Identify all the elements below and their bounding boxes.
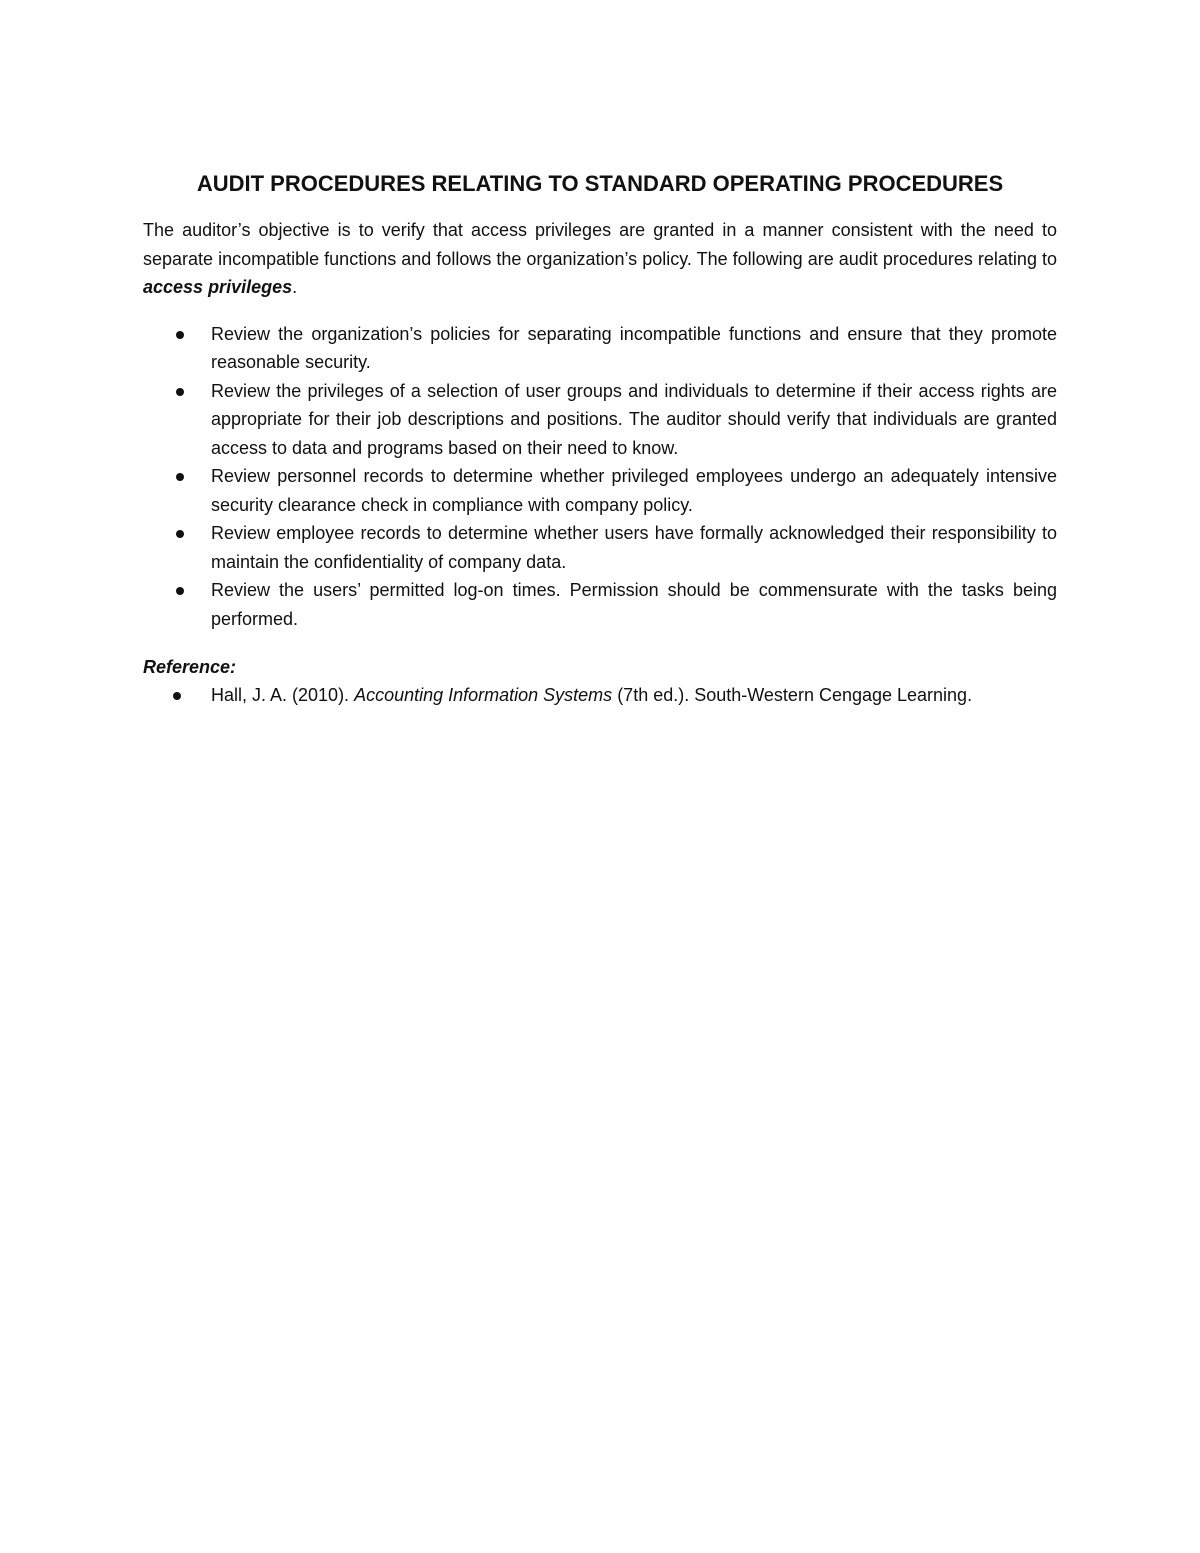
document-title: AUDIT PROCEDURES RELATING TO STANDARD OPERATING PROCEDURES xyxy=(196,171,1004,196)
document-page xyxy=(143,168,1057,709)
intro-paragraph xyxy=(143,216,1057,302)
intro-emphasis: access privileges xyxy=(143,277,293,297)
reference-heading: Reference: xyxy=(143,657,237,677)
bullet-icon xyxy=(176,388,184,396)
list-item xyxy=(143,519,1057,576)
reference-rest: (7th ed.). South-Western Cengage Learning. xyxy=(612,685,973,705)
list-item-text: Review the privileges of a selection of user groups and individuals to determine if their access rights are appropriate for their job descriptions and positions. The auditor should verify that individuals are granted access to data and programs based on their need to know. xyxy=(211,380,1057,458)
list-item-text: Review the users’ permitted log-on times. Permission should be commensurate with the tasks being performed. xyxy=(211,580,1057,629)
bullet-icon xyxy=(176,530,184,538)
bullet-icon xyxy=(176,473,184,481)
list-item xyxy=(143,320,1057,377)
list-item-text: Review personnel records to determine whether privileged employees undergo an adequately intensive security clearance check in compliance with company policy. xyxy=(211,466,1057,515)
list-item-text: Review employee records to determine whether users have formally acknowledged their responsibility to maintain the confidentiality of company data. xyxy=(211,523,1057,572)
reference-book-title: Accounting Information Systems xyxy=(354,685,613,705)
procedure-list xyxy=(143,320,1057,634)
list-item xyxy=(143,576,1057,633)
list-item xyxy=(143,462,1057,519)
list-item xyxy=(143,377,1057,463)
intro-end: . xyxy=(292,277,298,297)
reference-item xyxy=(143,681,1057,709)
reference-list xyxy=(143,681,1057,709)
bullet-icon xyxy=(176,587,184,595)
reference-author-year: Hall, J. A. (2010). xyxy=(211,685,355,705)
intro-text: The auditor’s objective is to verify that access privileges are granted in a manner consistent with the need to separate incompatible functions and follows the organization’s policy. The following are audit procedures relating to xyxy=(143,220,1057,269)
list-item-text: Review the organization’s policies for separating incompatible functions and ensure that they promote reasonable security. xyxy=(211,323,1057,372)
bullet-icon xyxy=(176,331,184,339)
bullet-icon xyxy=(173,692,181,700)
